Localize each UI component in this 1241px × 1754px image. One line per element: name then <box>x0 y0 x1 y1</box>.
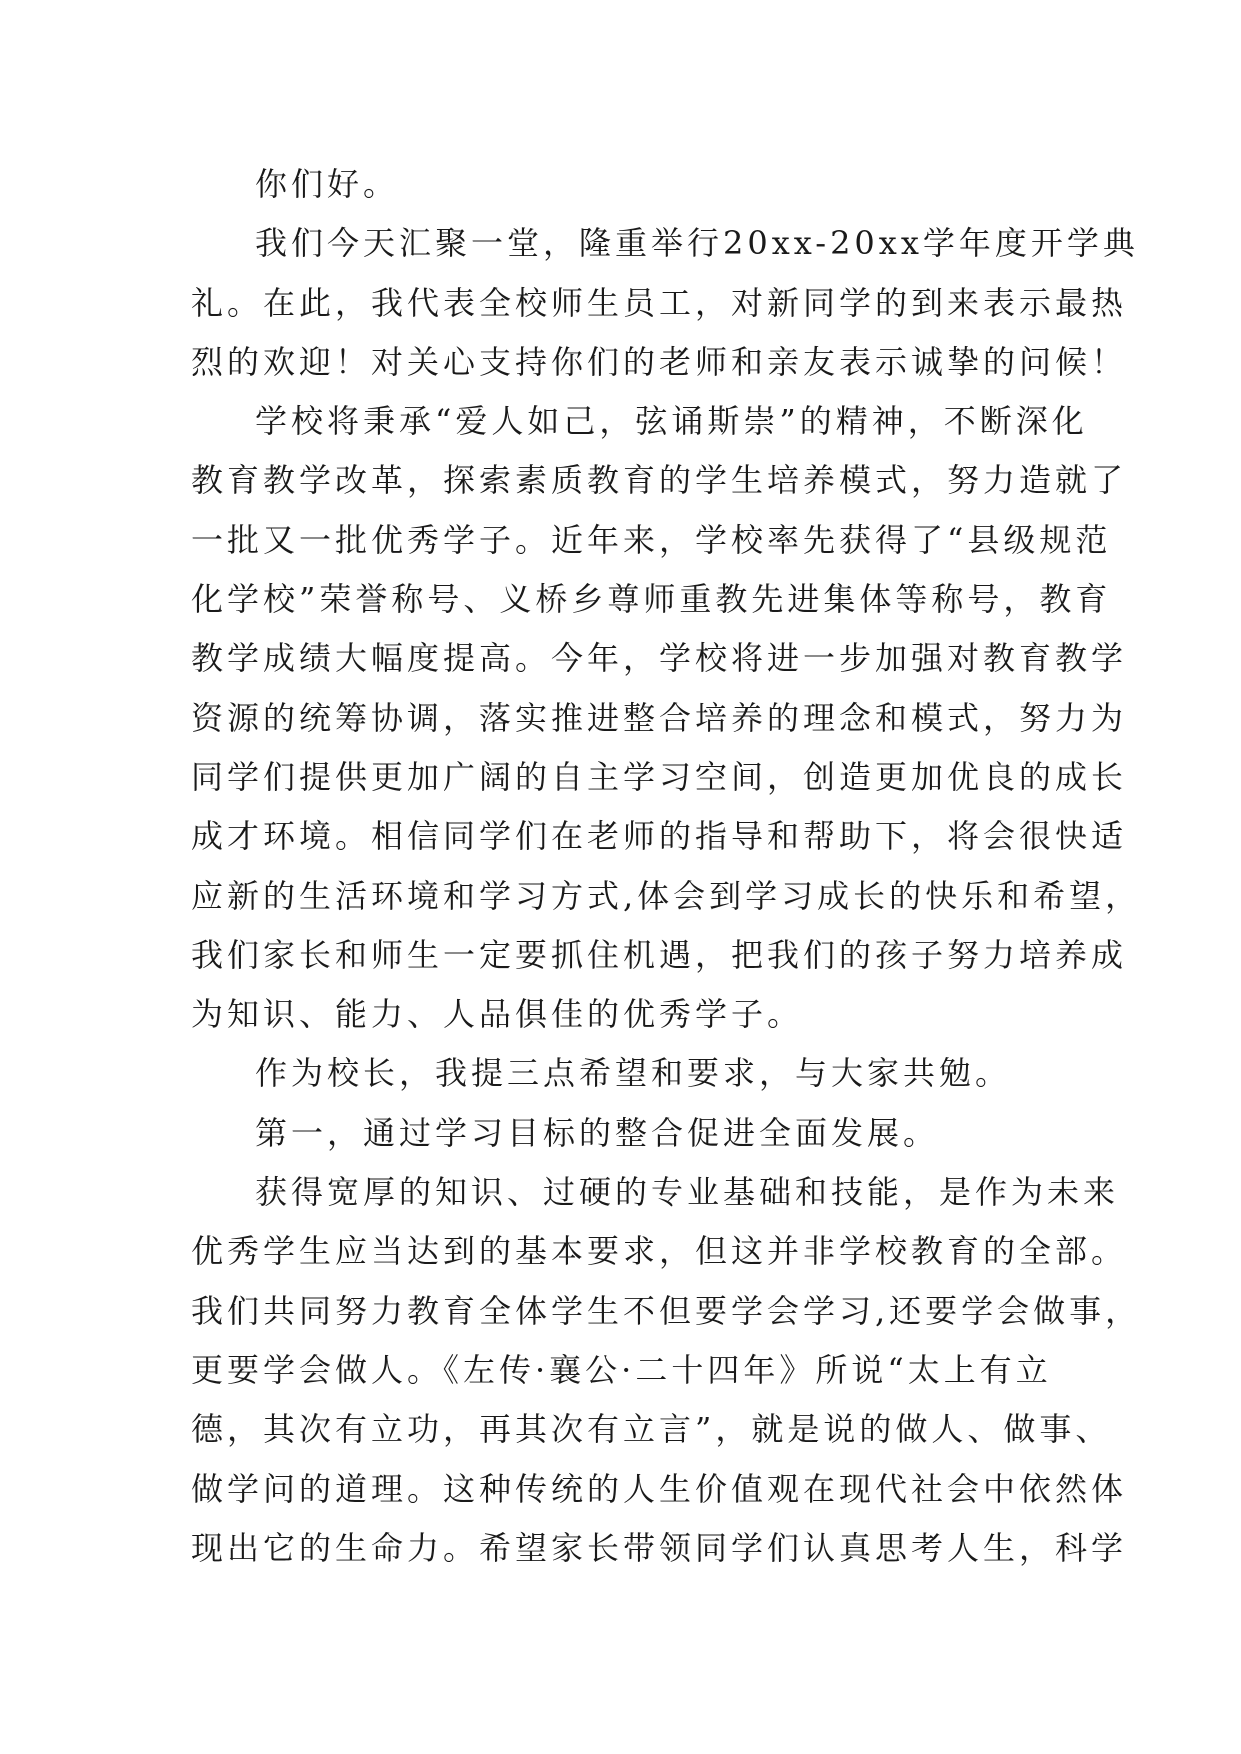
paragraph-line: 资源的统筹协调，落实推进整合培养的理念和模式，努力为 <box>191 698 1128 737</box>
paragraph-line: 教学成绩大幅度提高。今年，学校将进一步加强对教育教学 <box>191 639 1128 678</box>
paragraph-line: 礼。在此，我代表全校师生员工，对新同学的到来表示最热 <box>191 283 1128 322</box>
paragraph-line: 获得宽厚的知识、过硬的专业基础和技能，是作为未来 <box>255 1173 1120 1212</box>
paragraph-line: 现出它的生命力。希望家长带领同学们认真思考人生，科学 <box>191 1528 1128 1567</box>
paragraph-line: 你们好。 <box>255 165 400 203</box>
paragraph-line: 教育教学改革，探索素质教育的学生培养模式，努力造就了 <box>191 461 1128 500</box>
paragraph-line: 作为校长，我提三点希望和要求，与大家共勉。 <box>255 1054 1012 1093</box>
paragraph-line: 我们共同努力教育全体学生不但要学会学习,还要学会做事， <box>191 1291 1142 1330</box>
paragraph-line: 德，其次有立功，再其次有立言”，就是说的做人、做事、 <box>191 1410 1112 1449</box>
paragraph-line: 化学校”荣誉称号、义桥乡尊师重教先进集体等称号，教育 <box>191 580 1112 619</box>
paragraph-line: 更要学会做人。《左传·襄公·二十四年》所说“太上有立 <box>191 1350 1052 1389</box>
paragraph-line: 做学问的道理。这种传统的人生价值观在现代社会中依然体 <box>191 1469 1128 1508</box>
document-body <box>191 155 1142 1578</box>
paragraph-line: 成才环境。相信同学们在老师的指导和帮助下，将会很快适 <box>191 817 1128 856</box>
paragraph-line: 为知识、能力、人品俱佳的优秀学子。 <box>191 995 804 1034</box>
paragraph-line: 烈的欢迎！对关心支持你们的老师和亲友表示诚挚的问候！ <box>191 342 1128 381</box>
paragraph-line: 应新的生活环境和学习方式,体会到学习成长的快乐和希望， <box>191 876 1142 915</box>
paragraph-line: 一批又一批优秀学子。近年来，学校率先获得了“县级规范 <box>191 520 1112 559</box>
paragraph-line: 优秀学生应当达到的基本要求，但这并非学校教育的全部。 <box>191 1232 1128 1271</box>
paragraph-line: 学校将秉承“爱人如己，弦诵斯崇”的精神，不断深化 <box>255 402 1088 441</box>
paragraph-line: 同学们提供更加广阔的自主学习空间，创造更加优良的成长 <box>191 757 1128 796</box>
paragraph-line: 我们家长和师生一定要抓住机遇，把我们的孩子努力培养成 <box>191 935 1128 974</box>
paragraph-line: 我们今天汇聚一堂，隆重举行20xx-20xx学年度开学典 <box>255 224 1139 263</box>
paragraph-line: 第一，通过学习目标的整合促进全面发展。 <box>255 1113 940 1152</box>
